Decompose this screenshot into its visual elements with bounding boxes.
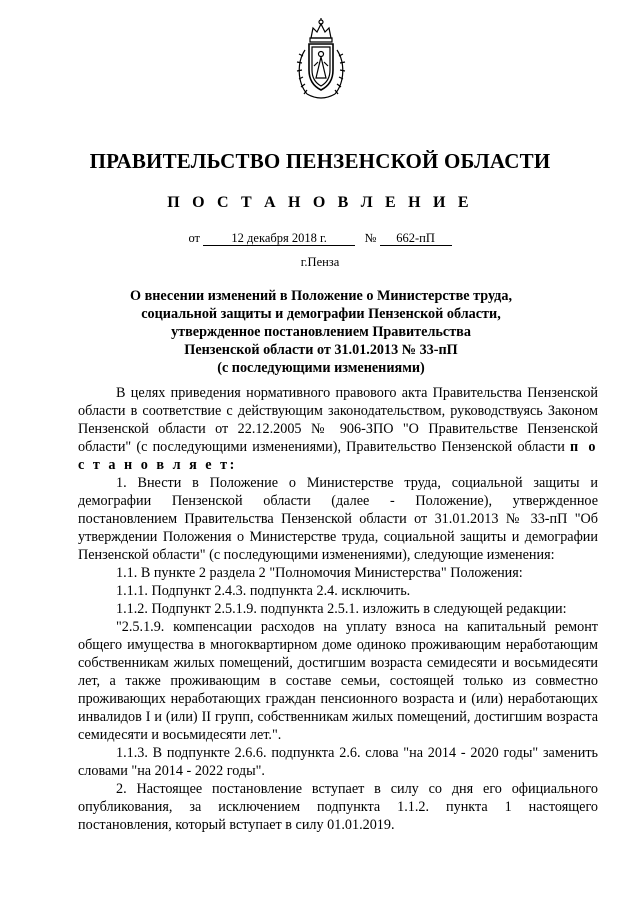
quoted-paragraph: "2.5.1.9. компенсации расходов на уплату взноса на капитальный ремонт общего имущества в многоквартирном доме одиноко проживающим неработающим собственникам жилых помещений, достигшим возраста семидесяти и восьмидесяти лет, а также проживающим в составе семьи, состоящей только из совместно проживающих неработающих граждан пенсионного возраста и (или) неработающих инвалидов I и (или) II групп, собственникам жилых помещений, достигшим возраста семидесяти и восьмидесяти лет.".: [78, 619, 598, 743]
coat-of-arms-emblem: [291, 16, 351, 104]
document-date: 12 декабря 2018 г.: [203, 231, 355, 246]
paragraph-1-1-1: 1.1.1. Подпункт 2.4.3. подпункта 2.4. исключить.: [116, 583, 411, 599]
resolves-word: п о с т а н о в л я е т:: [78, 439, 598, 473]
title-line: (с последующими изменениями): [217, 360, 425, 376]
document-number: 662-пП: [380, 231, 452, 246]
number-prefix: №: [364, 231, 377, 245]
document-body: [78, 384, 598, 834]
document-title: [90, 287, 552, 377]
date-number-line: [0, 231, 640, 246]
government-name: ПРАВИТЕЛЬСТВО ПЕНЗЕНСКОЙ ОБЛАСТИ: [89, 149, 551, 173]
city: г.Пенза: [300, 255, 340, 269]
paragraph-1-1-3: 1.1.3. В подпункте 2.6.6. подпункта 2.6. слова "на 2014 - 2020 годы" заменить словами "на 2014 - 2022 годы".: [78, 745, 598, 779]
paragraph-1-1: 1.1. В пункте 2 раздела 2 "Полномочия Министерства" Положения:: [116, 565, 523, 581]
title-line: социальной защиты и демографии Пензенской области,: [141, 306, 501, 322]
title-line: утвержденное постановлением Правительства: [171, 324, 471, 340]
intro-text: В целях приведения нормативного правового акта Правительства Пензенской области в соответствие с действующим законодательством, руководствуясь Законом Пензенской области от 22.12.2005 № 906-ЗПО "О Правительстве Пензенской области" (с последующими изменениями), Правительство Пензенской области: [78, 385, 598, 455]
paragraph-1-1-2: 1.1.2. Подпункт 2.5.1.9. подпункта 2.5.1. изложить в следующей редакции:: [116, 601, 567, 617]
date-prefix: от: [188, 231, 200, 245]
intro-paragraph: [78, 384, 598, 474]
paragraph-2: 2. Настоящее постановление вступает в силу со дня его официального опубликования, за исключением подпункта 1.1.2. пункта 1 настоящего постановления, который вступает в силу 01.01.2019.: [78, 781, 598, 833]
document-type: П О С Т А Н О В Л Е Н И Е: [167, 194, 473, 211]
title-line: Пензенской области от 31.01.2013 № 33-пП: [184, 342, 458, 358]
title-line: О внесении изменений в Положение о Министерстве труда,: [130, 288, 512, 304]
paragraph-1: 1. Внести в Положение о Министерстве труда, социальной защиты и демографии Пензенской области (далее - Положение), утвержденное постановлением Правительства Пензенской области от 31.01.2013 № 33-пП "Об утверждении Положения о Министерстве труда, социальной защиты и демографии Пензенской области" (с последующими изменениями), следующие изменения:: [78, 475, 598, 563]
